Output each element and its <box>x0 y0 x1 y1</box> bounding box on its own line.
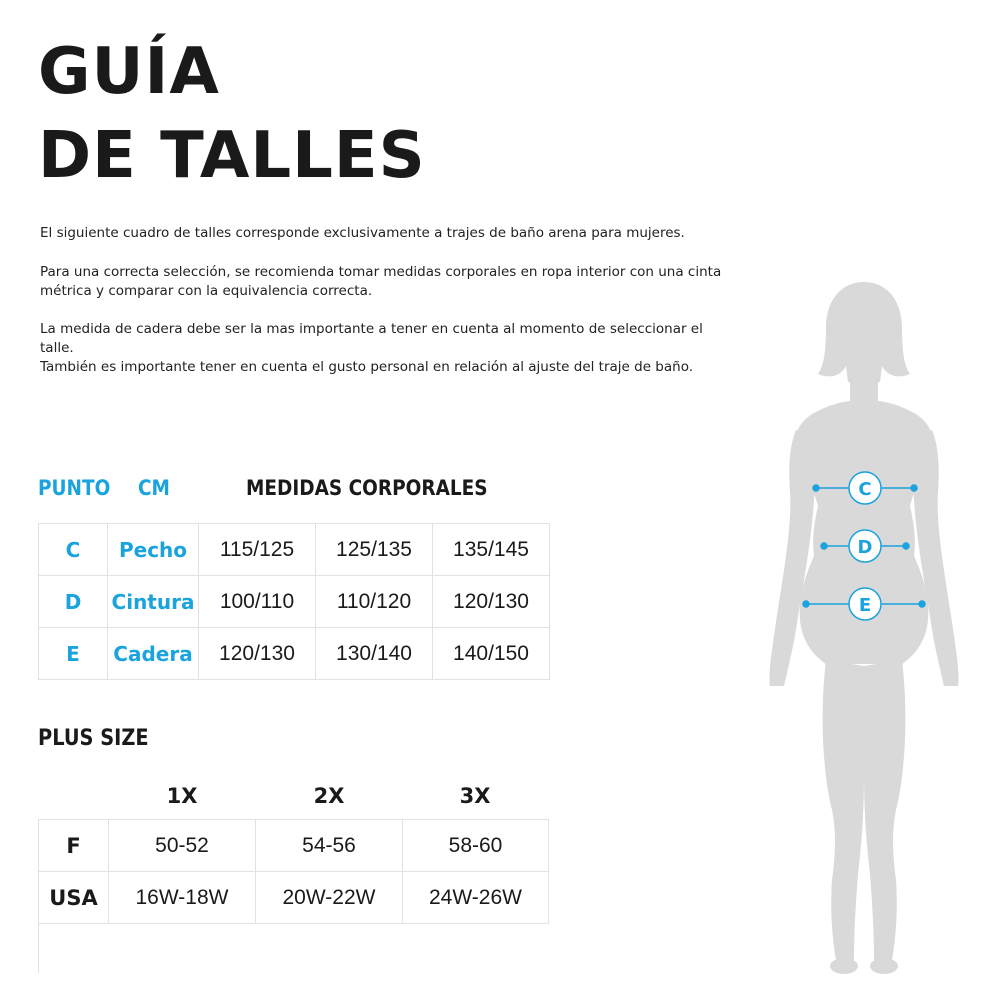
size-header-1x: 1X <box>166 784 198 808</box>
point-cell: E <box>39 628 108 680</box>
value-cell: 24W-26W <box>403 872 549 924</box>
table-divider <box>38 923 39 973</box>
svg-text:C: C <box>858 479 872 500</box>
point-cell: D <box>39 576 108 628</box>
size-header-3x: 3X <box>459 784 491 808</box>
svg-text:D: D <box>857 537 873 558</box>
measure-name-cell: Pecho <box>108 524 199 576</box>
measure-name-cell: Cintura <box>108 576 199 628</box>
value-cell: 125/135 <box>316 524 433 576</box>
plus-size-title: PLUS SIZE <box>38 726 149 751</box>
table-row <box>39 628 550 680</box>
measure-name-cell: Cadera <box>108 628 199 680</box>
table-row <box>39 872 549 924</box>
table-row <box>39 576 550 628</box>
value-cell: 130/140 <box>316 628 433 680</box>
table-row <box>39 524 550 576</box>
value-cell: 140/150 <box>433 628 550 680</box>
selection-paragraph: Para una correcta selección, se recomienda tomar medidas corporales en ropa interior con una cinta métrica y comparar con la equivalencia correcta. <box>40 264 722 299</box>
header-punto: PUNTO <box>38 476 111 500</box>
region-cell: F <box>39 820 109 872</box>
page-title-line-2: DE TALLES <box>38 119 426 193</box>
value-cell: 16W-18W <box>109 872 256 924</box>
region-cell: USA <box>39 872 109 924</box>
header-cm: CM <box>138 476 170 500</box>
value-cell: 100/110 <box>199 576 316 628</box>
value-cell: 120/130 <box>199 628 316 680</box>
value-cell: 120/130 <box>433 576 550 628</box>
value-cell: 50-52 <box>109 820 256 872</box>
fit-paragraph: También es importante tener en cuenta el gusto personal en relación al ajuste del traje de baño. <box>40 359 694 375</box>
size-chart-table <box>38 523 550 680</box>
page-title-line-1: GUÍA <box>38 35 220 109</box>
silhouette-shape <box>769 282 958 974</box>
marker-e <box>849 588 881 620</box>
value-cell: 58-60 <box>403 820 549 872</box>
marker-d <box>849 530 881 562</box>
header-medidas-corporales: MEDIDAS CORPORALES <box>246 476 488 500</box>
marker-c <box>849 472 881 504</box>
hip-paragraph: La medida de cadera debe ser la mas importante a tener en cuenta al momento de seleccionar el talle. <box>40 321 703 356</box>
intro-paragraph: El siguiente cuadro de talles corresponde exclusivamente a trajes de baño arena para mujeres. <box>40 225 685 241</box>
svg-text:E: E <box>858 595 872 616</box>
body-silhouette-figure <box>760 270 960 990</box>
value-cell: 54-56 <box>256 820 403 872</box>
size-header-2x: 2X <box>313 784 345 808</box>
value-cell: 135/145 <box>433 524 550 576</box>
value-cell: 115/125 <box>199 524 316 576</box>
point-cell: C <box>39 524 108 576</box>
value-cell: 20W-22W <box>256 872 403 924</box>
value-cell: 110/120 <box>316 576 433 628</box>
table-row <box>39 820 549 872</box>
plus-size-table <box>38 819 549 924</box>
